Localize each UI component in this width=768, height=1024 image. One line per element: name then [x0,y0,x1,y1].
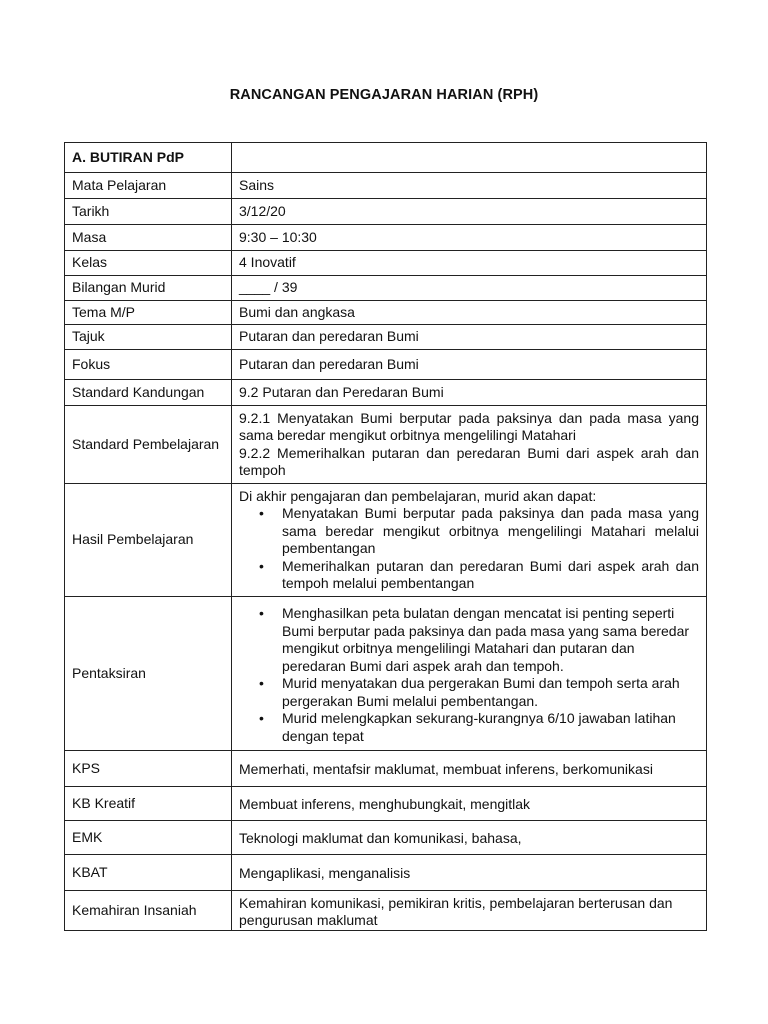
row-kelas [65,251,707,276]
list-item: • Menghasilkan peta bulatan dengan mencatat isi penting seperti Bumi berputar pada paksinya dan pada masa yang sama beredar mengikut orbitnya mengelilingi Matahari dan putaran dan peredaran Bumi dari aspek arah dan tempoh. [282,605,699,675]
label-mata-pelajaran: Mata Pelajaran [65,173,232,199]
row-kbat [65,855,707,891]
standard-pembelajaran-line-1: 9.2.1 Menyatakan Bumi berputar pada paksinya dan pada masa yang sama beredar mengikut orbitnya mengelilingi Matahari [239,409,699,443]
pentaksiran-list [239,605,699,745]
value-tarikh: 3/12/20 [232,199,707,225]
value-emk: Teknologi maklumat dan komunikasi, bahasa, [232,821,707,855]
rph-table [64,142,707,931]
row-pentaksiran [65,597,707,751]
value-tema: Bumi dan angkasa [232,301,707,325]
label-kps: KPS [65,751,232,787]
row-tajuk [65,325,707,350]
value-masa: 9:30 – 10:30 [232,225,707,251]
label-tarikh: Tarikh [65,199,232,225]
row-standard-pembelajaran [65,406,707,484]
row-kb-kreatif [65,787,707,821]
label-standard-pembelajaran: Standard Pembelajaran [65,406,232,484]
row-kemahiran-insaniah [65,891,707,931]
standard-pembelajaran-line-2: 9.2.2 Memerihalkan putaran dan peredaran Bumi dari aspek arah dan tempoh [239,444,699,478]
row-tema [65,301,707,325]
row-fokus [65,350,707,380]
row-mata-pelajaran [65,173,707,199]
row-kps [65,751,707,787]
value-kemahiran-insaniah: Kemahiran komunikasi, pemikiran kritis, pembelajaran berterusan dan pengurusan maklumat [232,891,707,931]
row-masa [65,225,707,251]
label-kelas: Kelas [65,251,232,276]
list-item: • Murid menyatakan dua pergerakan Bumi dan tempoh serta arah pergerakan Bumi melalui pembentangan. [282,675,699,710]
value-mata-pelajaran: Sains [232,173,707,199]
label-emk: EMK [65,821,232,855]
section-header-row [65,143,707,173]
value-kbat: Mengaplikasi, menganalisis [232,855,707,891]
label-standard-kandungan: Standard Kandungan [65,380,232,406]
value-kps: Memerhati, mentafsir maklumat, membuat inferens, berkomunikasi [232,751,707,787]
row-standard-kandungan [65,380,707,406]
label-tema: Tema M/P [65,301,232,325]
list-item: • Menyatakan Bumi berputar pada paksinya dan pada masa yang sama beredar mengikut orbitnya mengelilingi Matahari melalui pembentangan [282,505,699,558]
row-emk [65,821,707,855]
value-hasil-pembelajaran [232,484,707,597]
label-hasil-pembelajaran: Hasil Pembelajaran [65,484,232,597]
value-pentaksiran [232,597,707,751]
label-tajuk: Tajuk [65,325,232,350]
label-pentaksiran: Pentaksiran [65,597,232,751]
value-tajuk: Putaran dan peredaran Bumi [232,325,707,350]
value-kb-kreatif: Membuat inferens, menghubungkait, mengitlak [232,787,707,821]
list-item: • Memerihalkan putaran dan peredaran Bumi dari aspek arah dan tempoh melalui pembentangan [282,558,699,593]
label-kemahiran-insaniah: Kemahiran Insaniah [65,891,232,931]
section-header-label: A. BUTIRAN PdP [65,143,232,173]
value-standard-pembelajaran [232,406,707,484]
row-tarikh [65,199,707,225]
label-bilangan-murid: Bilangan Murid [65,276,232,301]
row-hasil-pembelajaran [65,484,707,597]
label-kb-kreatif: KB Kreatif [65,787,232,821]
value-standard-kandungan: 9.2 Putaran dan Peredaran Bumi [232,380,707,406]
hasil-pembelajaran-list [239,505,699,593]
value-bilangan-murid: ____ / 39 [232,276,707,301]
list-item: • Murid melengkapkan sekurang-kurangnya 6/10 jawaban latihan dengan tepat [282,710,699,745]
section-header-value [232,143,707,173]
page-title: RANCANGAN PENGAJARAN HARIAN (RPH) [229,87,539,103]
hasil-pembelajaran-intro: Di akhir pengajaran dan pembelajaran, murid akan dapat: [239,487,597,504]
label-fokus: Fokus [65,350,232,380]
value-fokus: Putaran dan peredaran Bumi [232,350,707,380]
row-bilangan-murid [65,276,707,301]
value-kelas: 4 Inovatif [232,251,707,276]
label-kbat: KBAT [65,855,232,891]
label-masa: Masa [65,225,232,251]
